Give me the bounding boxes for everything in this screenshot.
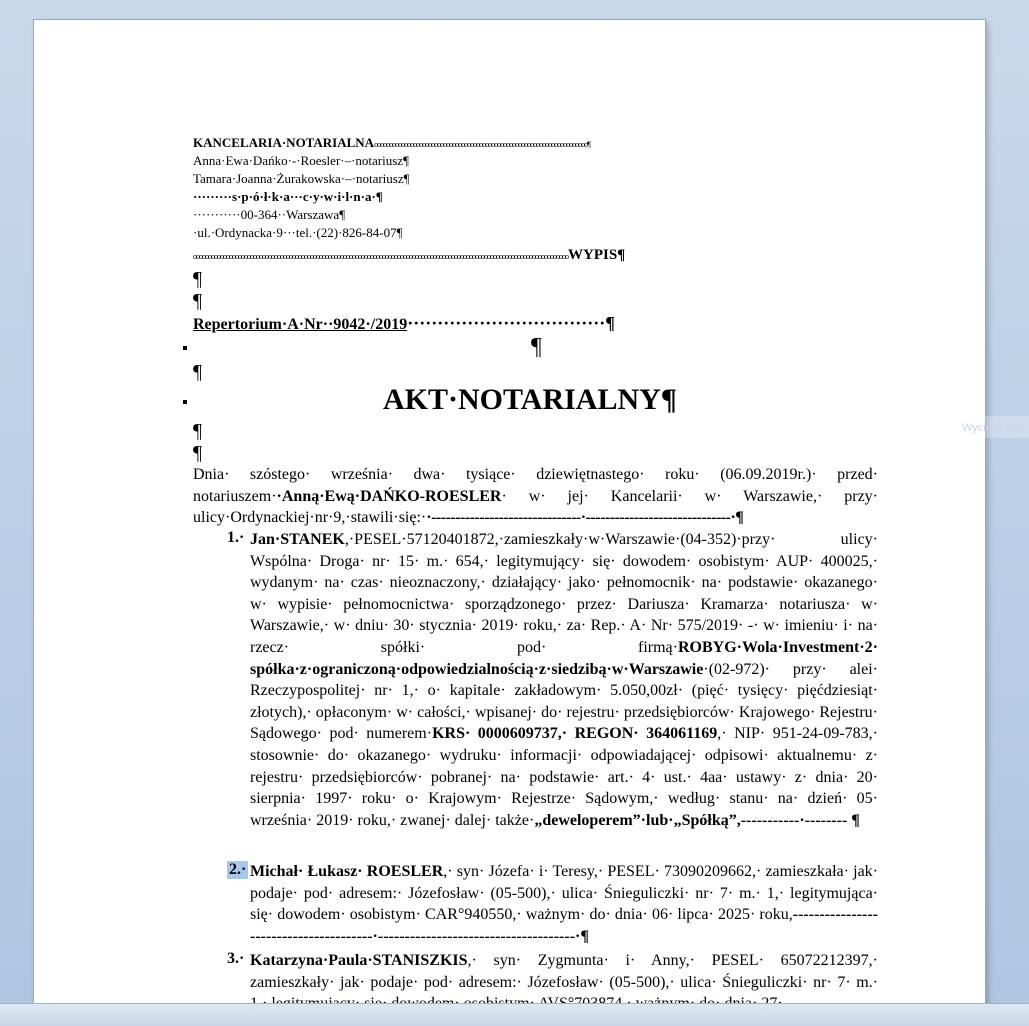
wypis-label: WYPIS¶	[568, 247, 626, 263]
notary-name: ·Anną·Ewą·DAŃKO-ROESLER	[276, 487, 502, 505]
repertorium-label: Repertorium·A·Nr··9042·/2019	[193, 316, 408, 333]
paragraph-mark	[183, 346, 187, 350]
intro-dash: ·-------------------------------·------------------------------·¶	[426, 509, 744, 527]
empty-paragraph: ¶	[193, 420, 203, 442]
party-text: ·(02-972)· przy· alei· Rzeczypospolitej· nr· 1,· o· kapitale· zakładowym· 5.050,00zł· (pięć· tysięcy· pięćdziesiąt· złotych),· opłaconym· w· całości,· wpisanej· do· rejestru· przedsiębiorców· Krajowego· Rejestru· Sądowego· pod· numerem·	[250, 660, 878, 743]
list-number: 1.·	[227, 529, 245, 546]
wypis-line	[193, 246, 625, 266]
party-name: Katarzyna·Paula·STANISZKIS	[250, 952, 468, 969]
company-name: ROBYG·Wola·Investment·2· spółka·z·ograniczoną·odpowiedzialnością·z·siedzibą·w·Warszawie	[250, 638, 878, 678]
empty-paragraph: ¶	[531, 334, 542, 360]
notary-2: Tamara·Joanna·Żurakowska·–·notariusz¶	[193, 171, 410, 186]
item-dash: ,-----------·-------- ¶	[736, 811, 860, 829]
defined-term: „deweloperem”·lub·„Spółką”	[534, 811, 737, 829]
kancelaria-line	[193, 134, 590, 154]
empty-paragraph: ¶	[193, 442, 203, 464]
intro-paragraph	[193, 464, 878, 529]
postal-code: ···········00-364··Warszawa¶	[193, 207, 346, 222]
horizontal-scrollbar[interactable]	[0, 1003, 1029, 1026]
party-text: ,· syn· Zygmunta· i· Anny,· PESEL· 65072212397,· zamieszkały· jak· podaje· pod· adresem:· Józefosław· (05-500),· ulica· Śnieguliczki· nr· 7· m.·	[250, 952, 878, 991]
repertorium-dots: ·································¶	[407, 313, 616, 333]
list-number: 3.·	[227, 950, 245, 967]
repertorium-line	[193, 314, 615, 334]
list-item	[250, 861, 878, 947]
spolka-cywilna: ·········s·p·ó·ł·k·a···c·y·w·i·l·n·a·¶	[193, 189, 383, 204]
side-hint: Wycinek pro	[930, 416, 1029, 438]
notary-1: Anna·Ewa·Dańko·-·Roesler·–·notariusz¶	[193, 153, 409, 168]
intro-text-1: Dnia· szóstego· września· dwa· tysiące· dziewiętnastego· roku· (06.09.2019r.)· przed· notariuszem·	[193, 466, 878, 505]
list-number-selected[interactable]: 2.·	[229, 861, 247, 878]
party-name: Jan·STANEK	[250, 531, 345, 548]
item-dash: ---------------------------------------·-------------------------------------·¶	[250, 906, 878, 945]
kancelaria-fill: ooooooooooooooooooooooooooooooooooooooooooooooooooooooooooooooooooooooo¶	[374, 140, 590, 149]
wypis-fill: ooooooooooooooooooooooooooooooooooooooooooooooooooooooooooooooooooooooooooooooooooooooooooooooooooooooooooooooooooooooooooooo	[193, 252, 568, 261]
party-name: Michał· Łukasz· ROESLER	[250, 863, 444, 880]
party-text: ,· syn· Józefa· i· Teresy,· PESEL· 73090209662,· zamieszkała· jak· podaje· pod· adresem:· Józefosław· (05-500),· ulica· Śnieguliczki· nr· 7· m.· 1,· legitymująca· się· dowodem· osobistym· CAR°940550,· ważnym· do· dnia· 06· lipca· 2025· roku,	[250, 863, 878, 924]
document-page	[34, 20, 985, 1020]
krs-regon: KRS· 0000609737,· REGON· 364061169	[432, 725, 718, 743]
document-title: AKT·NOTARIALNY¶	[383, 383, 678, 416]
paragraph-mark	[183, 400, 187, 404]
kancelaria-title: KANCELARIA·NOTARIALNA	[193, 135, 375, 150]
empty-paragraph: ¶	[193, 361, 203, 383]
intro-text-2: · w· jej· Kancelarii· w· Warszawie,· przy· ulicy·Ordynackiej·nr·9,·stawili·się:·	[193, 487, 878, 527]
party-text: ,·PESEL·57120401872,·zamieszkały·w·Warszawie·(04-352)·przy· ulicy· Wspólna· Droga· nr· 15· m.· 654,· legitymujący· się· dowodem· osobistym· AUP· 400025,· wydanym· na· czas· nieoznaczony,· działający· jako· pełnomocnik· na· podstawie· okazanego· w· wypisie· pełnomocnictwa· sporządzonego· przez· Dariusza· Kramarza· notariusza· w· Warszawie,· w· dniu· 30· stycznia· 2019· roku,· za· Rep.· A· Nr· 575/2019· -· w· imieniu· i· na· rzecz· spółki· pod· firmą·	[250, 531, 878, 656]
party-text: ,· NIP· 951-24-09-783,· stosownie· do· okazanego· wydruku· informacji· odpowiadającej· odpisowi· aktualnemu· z· rejestru· przedsiębiorców· pobranej· na· podstawie· art.· 4· ust.· 4aa· ustawy· z· dnia· 20· sierpnia· 1997· roku· o· Krajowym· Rejestrze· Sądowym,· według· stanu· na· dzień· 05· września· 2019· roku,· zwanej· dalej· także·	[250, 725, 879, 829]
list-item	[250, 529, 878, 831]
empty-paragraph: ¶	[193, 268, 203, 290]
empty-paragraph: ¶	[193, 290, 203, 312]
address-line: ·ul.·Ordynacka·9···tel.·(22)·826-84-07¶	[193, 225, 403, 240]
